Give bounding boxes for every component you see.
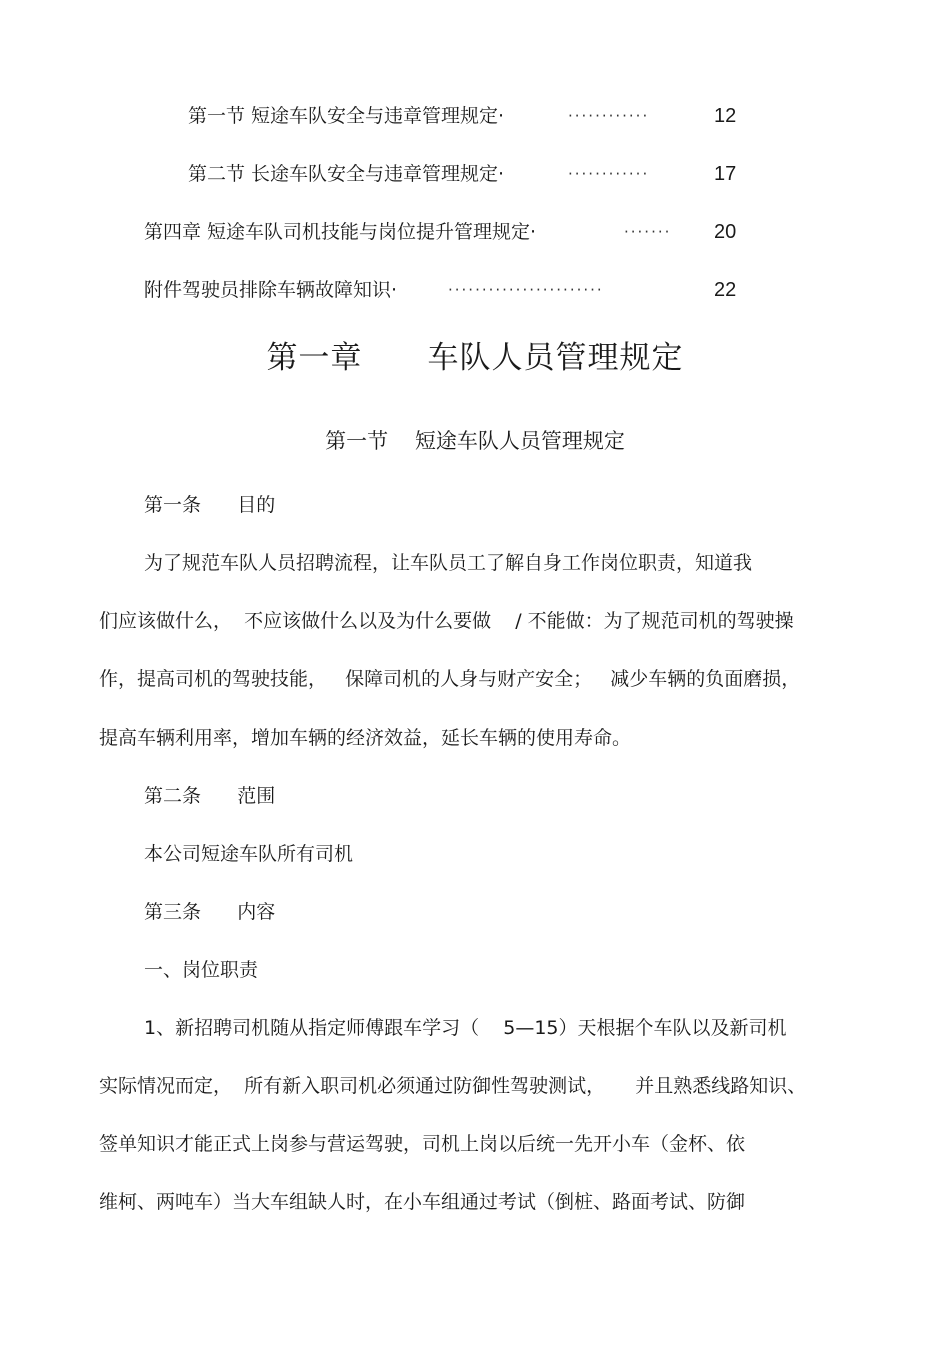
paragraph-line: 实际情况而定， 所有新入职司机必须通过防御性驾驶测试， 并且熟悉线路知识、 bbox=[99, 1075, 807, 1097]
article-heading: 第二条 范围 bbox=[144, 785, 276, 807]
toc-entry[interactable] bbox=[188, 101, 748, 131]
toc-page-number: 22 bbox=[714, 279, 737, 301]
chapter-title: 第一章 车队人员管理规定 bbox=[266, 340, 684, 376]
toc-leader-dots: ······· bbox=[624, 223, 672, 241]
paragraph-line: 1、新招聘司机随从指定师傅跟车学习（ 5—15）天根据个车队以及新司机 bbox=[144, 1017, 787, 1039]
paragraph-line: 为了规范车队人员招聘流程，让车队员工了解自身工作岗位职责，知道我 bbox=[144, 552, 753, 574]
toc-entry[interactable] bbox=[188, 159, 748, 189]
toc-entry[interactable] bbox=[144, 275, 744, 305]
paragraph-line: 作，提高司机的驾驶技能， 保障司机的人身与财产安全； 减少车辆的负面磨损， bbox=[99, 668, 801, 690]
toc-entry-label: 附件驾驶员排除车辆故障知识· bbox=[144, 279, 398, 301]
paragraph-line: 们应该做什么， 不应该做什么以及为什么要做 / 不能做：为了规范司机的驾驶操 bbox=[99, 610, 794, 632]
paragraph-line: 本公司短途车队所有司机 bbox=[144, 843, 354, 865]
toc-leader-dots: ······················· bbox=[448, 281, 604, 299]
toc-page-number: 17 bbox=[714, 163, 737, 185]
toc-leader-dots: ············ bbox=[568, 165, 650, 183]
toc-entry-label: 第四章 短途车队司机技能与岗位提升管理规定· bbox=[144, 221, 537, 243]
toc-entry[interactable] bbox=[144, 217, 744, 247]
paragraph-line: 提高车辆利用率，增加车辆的经济效益，延长车辆的使用寿命。 bbox=[99, 727, 632, 749]
toc-entry-label: 第一节 短途车队安全与违章管理规定· bbox=[188, 105, 505, 127]
subheading: 一、岗位职责 bbox=[144, 959, 259, 981]
section-title: 第一节 短途车队人员管理规定 bbox=[325, 429, 625, 453]
toc-leader-dots: ············ bbox=[568, 107, 650, 125]
paragraph-line: 维柯、两吨车）当大车组缺人时，在小车组通过考试（倒桩、路面考试、防御 bbox=[99, 1191, 746, 1213]
article-heading: 第一条 目的 bbox=[144, 494, 276, 516]
toc-entry-label: 第二节 长途车队安全与违章管理规定· bbox=[188, 163, 505, 185]
toc-page-number: 12 bbox=[714, 105, 737, 127]
toc-page-number: 20 bbox=[714, 221, 737, 243]
article-heading: 第三条 内容 bbox=[144, 901, 276, 923]
paragraph-line: 签单知识才能正式上岗参与营运驾驶，司机上岗以后统一先开小车（金杯、依 bbox=[99, 1133, 746, 1155]
